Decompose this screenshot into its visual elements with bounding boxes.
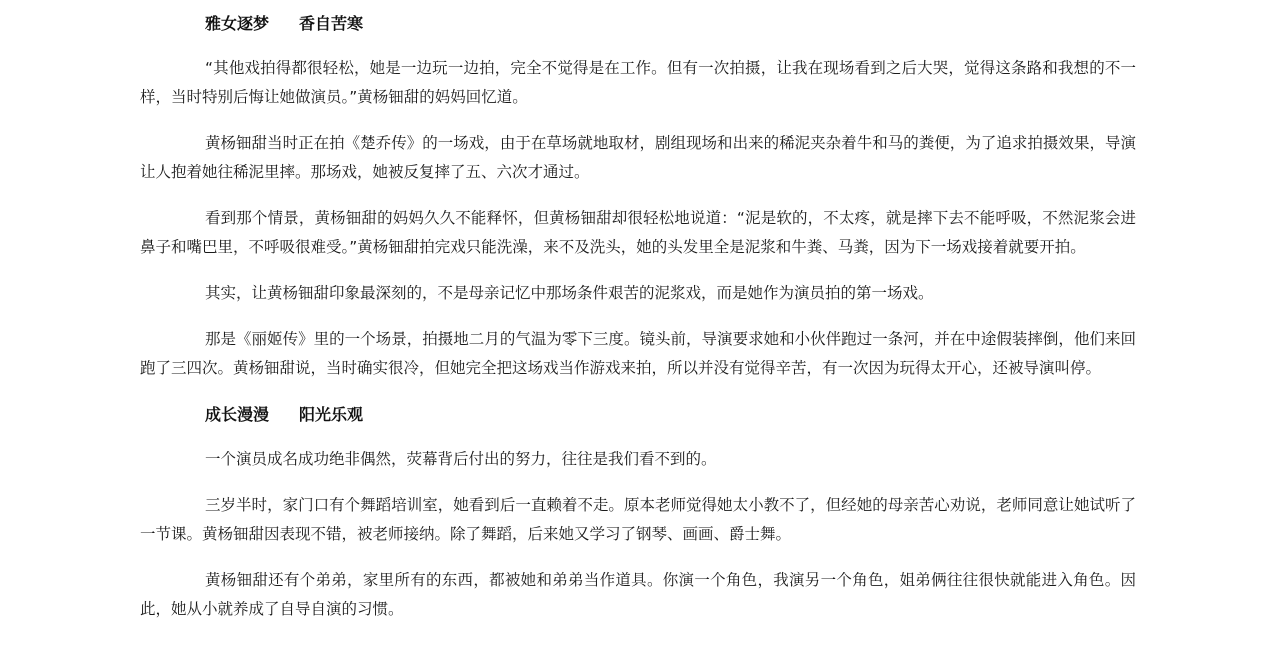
heading-part: 雅女逐梦 xyxy=(205,14,270,33)
paragraph: “其他戏拍得都很轻松，她是一边玩一边拍，完全不觉得是在工作。但有一次拍摄，让我在现场看到之后大哭，觉得这条路和我想的不一样，当时特别后悔让她做演员。”黄杨钿甜的妈妈回忆道。 xyxy=(140,59,1136,106)
section-heading xyxy=(140,9,1136,38)
paragraph: 其实，让黄杨钿甜印象最深刻的，不是母亲记忆中那场条件艰苦的泥浆戏，而是她作为演员拍的第一场戏。 xyxy=(205,284,934,302)
heading-part: 成长漫漫 xyxy=(205,405,270,424)
paragraph: 一个演员成名成功绝非偶然，荧幕背后付出的努力，往往是我们看不到的。 xyxy=(205,450,717,468)
heading-part: 香自苦寒 xyxy=(299,14,364,33)
heading-part: 阳光乐观 xyxy=(299,405,364,424)
paragraph: 黄杨钿甜还有个弟弟，家里所有的东西，都被她和弟弟当作道具。你演一个角色，我演另一个角色，姐弟俩往往很快就能进入角色。因此，她从小就养成了自导自演的习惯。 xyxy=(140,571,1136,618)
paragraph: 那是《丽姬传》里的一个场景，拍摄地二月的气温为零下三度。镜头前，导演要求她和小伙伴跑过一条河，并在中途假装摔倒，他们来回跑了三四次。黄杨钿甜说，当时确实很冷，但她完全把这场戏当作游戏来拍，所以并没有觉得辛苦，有一次因为玩得太开心，还被导演叫停。 xyxy=(140,330,1136,377)
paragraph: 看到那个情景，黄杨钿甜的妈妈久久不能释怀，但黄杨钿甜却很轻松地说道：“泥是软的，不太疼，就是摔下去不能呼吸，不然泥浆会进鼻子和嘴巴里，不呼吸很难受。”黄杨钿甜拍完戏只能洗澡，来不及洗头，她的头发里全是泥浆和牛粪、马粪，因为下一场戏接着就要开拍。 xyxy=(140,209,1136,256)
section-heading xyxy=(140,400,1136,429)
article-body xyxy=(140,9,1136,641)
paragraph: 三岁半时，家门口有个舞蹈培训室，她看到后一直赖着不走。原本老师觉得她太小教不了，但经她的母亲苦心劝说，老师同意让她试听了一节课。黄杨钿甜因表现不错，被老师接纳。除了舞蹈，后来她又学习了钢琴、画画、爵士舞。 xyxy=(140,496,1136,543)
paragraph: 黄杨钿甜当时正在拍《楚乔传》的一场戏，由于在草场就地取材，剧组现场和出来的稀泥夹杂着牛和马的粪便，为了追求拍摄效果，导演让人抱着她往稀泥里摔。那场戏，她被反复摔了五、六次才通过。 xyxy=(140,134,1136,181)
